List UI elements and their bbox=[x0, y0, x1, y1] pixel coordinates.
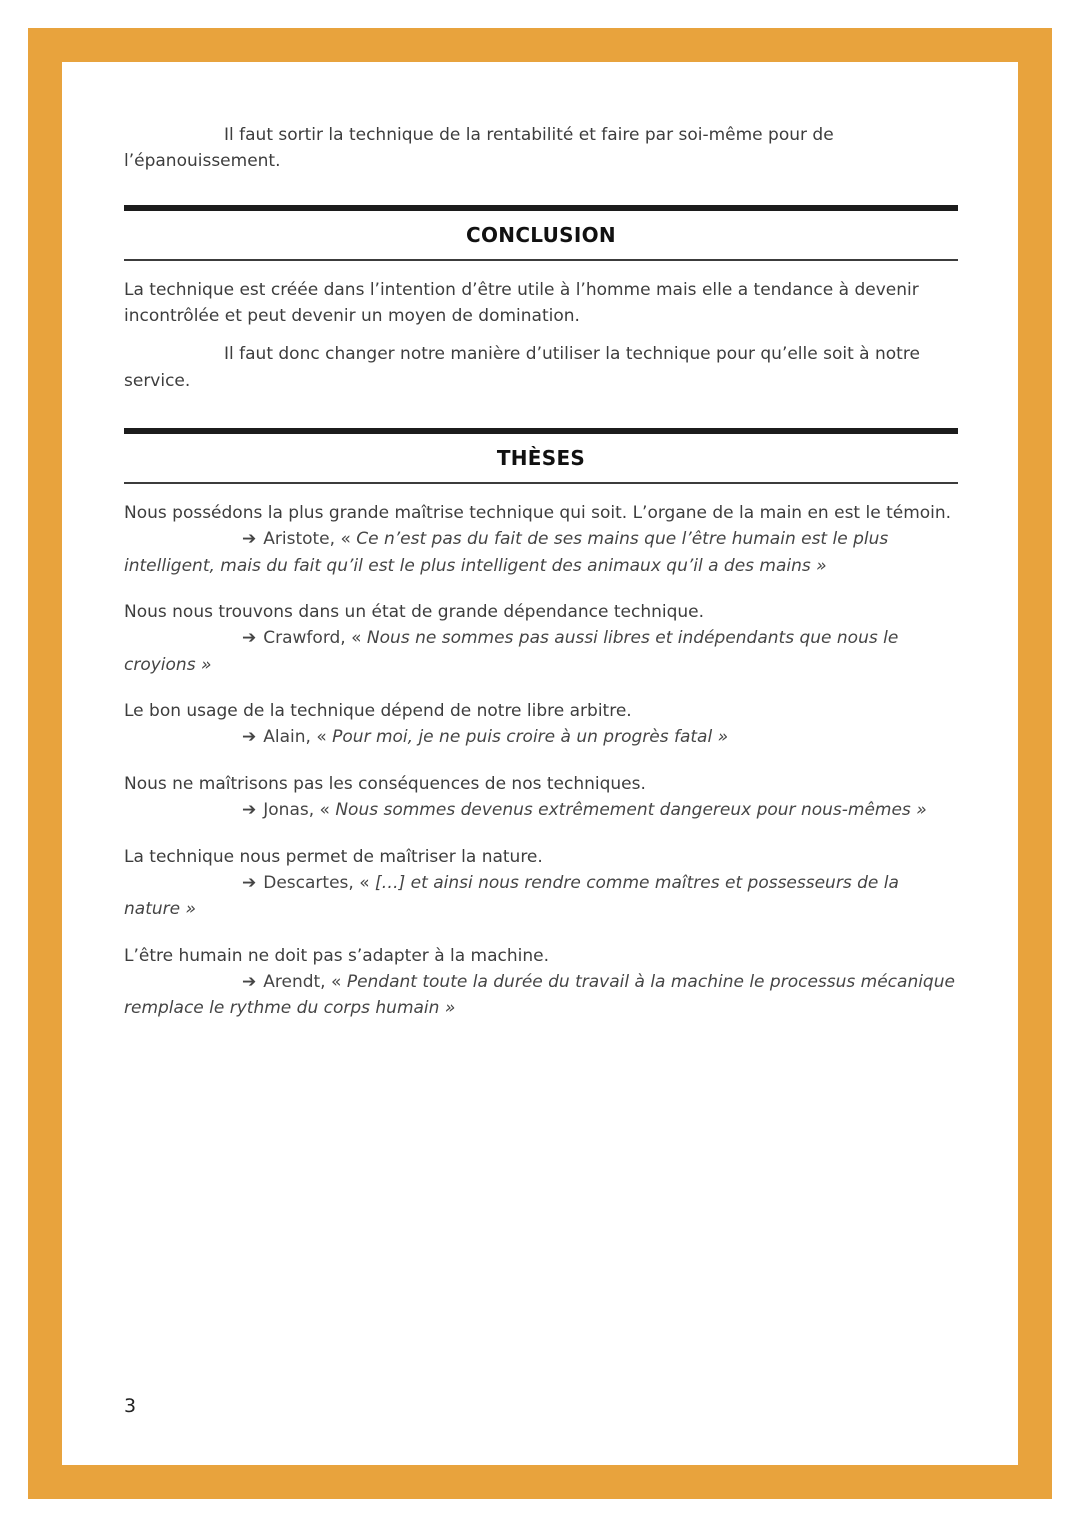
quote-close: » bbox=[180, 899, 196, 920]
quote-author: Jonas, « bbox=[263, 800, 336, 821]
quote-close: » bbox=[195, 654, 212, 675]
thesis-quote bbox=[124, 526, 958, 579]
thesis-statement: La technique nous permet de maîtriser la nature. bbox=[124, 846, 543, 867]
quote-close: » bbox=[439, 998, 456, 1019]
conclusion-heading: CONCLUSION bbox=[466, 222, 616, 247]
thesis-quote bbox=[124, 724, 958, 750]
thesis-statement: Le bon usage de la technique dépend de notre libre arbitre. bbox=[124, 701, 632, 722]
thesis-item bbox=[124, 698, 958, 751]
thesis-item bbox=[124, 943, 958, 1022]
quote-text: Ce n’est pas du fait de ses mains que l’être humain est le plus intelligent, mais du fait qu’il est le plus intelligent des animaux qu’il a des mains bbox=[124, 529, 889, 576]
page-border bbox=[28, 28, 1052, 1499]
thesis-statement: Nous possédons la plus grande maîtrise technique qui soit. L’organe de la main en est le témoin. bbox=[124, 503, 952, 524]
quote-author: Crawford, « bbox=[263, 628, 367, 649]
arrow-icon: ➔ bbox=[242, 872, 257, 893]
quote-author: Alain, « bbox=[263, 727, 333, 748]
thesis-item bbox=[124, 771, 958, 824]
quote-text: Pendant toute la durée du travail à la machine le processus mécanique remplace le rythme du corps humain bbox=[124, 971, 955, 1019]
conclusion-section bbox=[124, 277, 958, 394]
thesis-quote bbox=[124, 969, 958, 1022]
quote-text: Nous ne sommes pas aussi libres et indépendants que nous le croyions bbox=[124, 628, 899, 675]
quote-close: » bbox=[810, 555, 827, 576]
thesis-statement: Nous nous trouvons dans un état de grande dépendance technique. bbox=[124, 602, 705, 623]
quote-text: Pour moi, je ne puis croire à un progrès fatal bbox=[332, 727, 713, 748]
quote-author: Arendt, « bbox=[263, 971, 347, 992]
heading-rule-thick bbox=[124, 205, 958, 211]
document-page bbox=[62, 62, 1018, 1465]
theses-heading-block bbox=[124, 428, 958, 484]
arrow-icon: ➔ bbox=[242, 800, 257, 821]
thesis-item bbox=[124, 599, 958, 678]
heading-rule-thick bbox=[124, 428, 958, 434]
quote-text: […] et ainsi nous rendre comme maîtres et possesseurs de la nature bbox=[124, 872, 899, 920]
thesis-item bbox=[124, 500, 958, 579]
quote-close: » bbox=[712, 727, 729, 748]
arrow-icon: ➔ bbox=[242, 628, 257, 649]
thesis-quote bbox=[124, 625, 958, 678]
arrow-icon: ➔ bbox=[242, 529, 257, 550]
thesis-item bbox=[124, 844, 958, 923]
page-number: 3 bbox=[124, 1394, 137, 1417]
heading-rule-thin bbox=[124, 259, 958, 261]
heading-rule-thin bbox=[124, 482, 958, 484]
conclusion-paragraph-2: Il faut donc changer notre manière d’utiliser la technique pour qu’elle soit à notre service. bbox=[124, 344, 920, 391]
conclusion-paragraph: La technique est créée dans l’intention d’être utile à l’homme mais elle a tendance à devenir incontrôlée et peut devenir un moyen de domination. bbox=[124, 279, 919, 327]
thesis-quote bbox=[124, 870, 958, 923]
arrow-icon: ➔ bbox=[242, 971, 257, 992]
conclusion-heading-block bbox=[124, 205, 958, 261]
thesis-quote bbox=[124, 797, 958, 823]
arrow-icon: ➔ bbox=[242, 727, 257, 748]
thesis-statement: Nous ne maîtrisons pas les conséquences de nos techniques. bbox=[124, 773, 646, 794]
quote-close: » bbox=[910, 800, 927, 821]
thesis-statement: L’être humain ne doit pas s’adapter à la machine. bbox=[124, 945, 550, 966]
intro-line: Il faut sortir la technique de la rentabilité et faire par soi-même pour de l’épanouissement. bbox=[124, 125, 834, 172]
quote-author: Descartes, « bbox=[263, 872, 376, 893]
theses-heading: THÈSES bbox=[496, 446, 586, 471]
quote-text: Nous sommes devenus extrêmement dangereux pour nous-mêmes bbox=[335, 800, 911, 821]
quote-author: Aristote, « bbox=[263, 529, 357, 550]
